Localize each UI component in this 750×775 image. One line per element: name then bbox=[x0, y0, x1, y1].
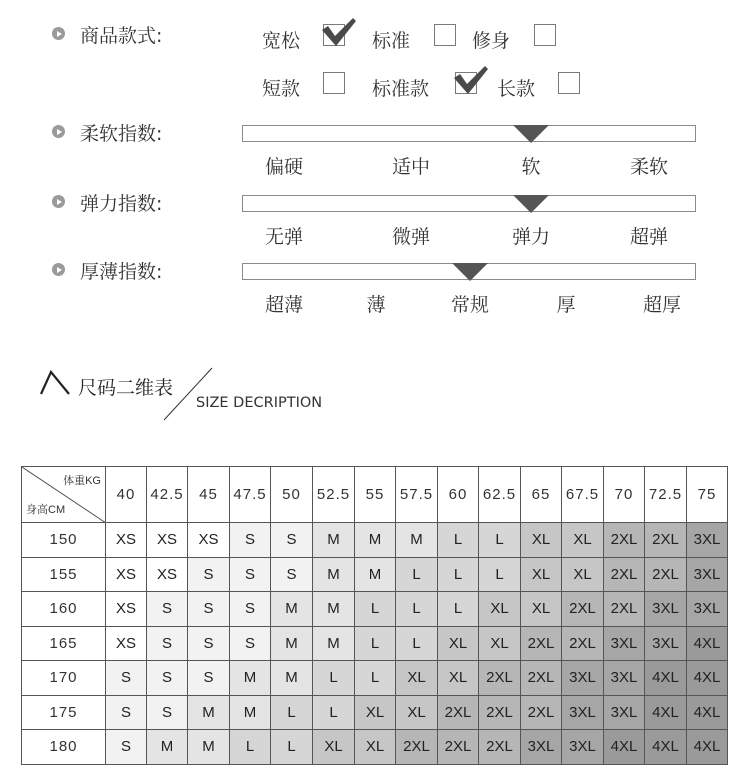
row-bullet-icon bbox=[52, 27, 65, 40]
weight-header-cell: 72.5 bbox=[645, 467, 687, 523]
lambda-mark-icon bbox=[38, 370, 72, 396]
size-cell: M bbox=[271, 661, 313, 696]
weight-header-cell: 45 bbox=[188, 467, 230, 523]
size-cell: XL bbox=[438, 661, 479, 696]
elasticity-marker bbox=[513, 195, 549, 213]
size-cell: L bbox=[230, 730, 271, 765]
size-cell: S bbox=[147, 592, 188, 627]
height-cell: 165 bbox=[22, 626, 106, 661]
table-row bbox=[22, 523, 728, 558]
size-cell: S bbox=[188, 661, 230, 696]
size-cell: 2XL bbox=[521, 626, 562, 661]
size-cell: S bbox=[147, 695, 188, 730]
size-cell: L bbox=[313, 695, 355, 730]
size-cell: 2XL bbox=[479, 695, 521, 730]
size-cell: M bbox=[230, 695, 271, 730]
size-cell: S bbox=[147, 661, 188, 696]
size-cell: 2XL bbox=[438, 695, 479, 730]
corner-height-label: 身高CM bbox=[26, 504, 66, 516]
size-cell: XL bbox=[562, 523, 604, 558]
size-cell: L bbox=[396, 557, 438, 592]
size-section-title-en: SIZE DECRIPTION bbox=[196, 395, 323, 411]
size-cell: S bbox=[230, 592, 271, 627]
size-cell: 2XL bbox=[604, 592, 645, 627]
weight-header-cell: 62.5 bbox=[479, 467, 521, 523]
softness-scale-label: 柔软 bbox=[629, 156, 669, 178]
size-cell: L bbox=[438, 523, 479, 558]
style-option-checkbox[interactable] bbox=[323, 72, 345, 94]
height-cell: 150 bbox=[22, 523, 106, 558]
size-cell: 2XL bbox=[604, 557, 645, 592]
table-row bbox=[22, 557, 728, 592]
softness-scale-label: 适中 bbox=[391, 156, 431, 178]
size-cell: S bbox=[230, 523, 271, 558]
size-cell: XS bbox=[106, 523, 147, 558]
size-cell: S bbox=[147, 626, 188, 661]
weight-header-cell: 65 bbox=[521, 467, 562, 523]
size-cell: XL bbox=[521, 592, 562, 627]
size-cell: S bbox=[106, 695, 147, 730]
size-cell: 2XL bbox=[562, 592, 604, 627]
checkmark-icon bbox=[320, 16, 358, 50]
style-label: 商品款式: bbox=[80, 25, 163, 47]
size-cell: M bbox=[355, 557, 396, 592]
thickness-scale-label: 超薄 bbox=[264, 294, 304, 316]
size-cell: 4XL bbox=[604, 730, 645, 765]
size-table bbox=[21, 466, 728, 765]
size-cell: 3XL bbox=[687, 592, 728, 627]
weight-header-cell: 60 bbox=[438, 467, 479, 523]
style-option-label: 宽松 bbox=[262, 30, 301, 52]
softness-bar bbox=[242, 125, 696, 142]
elasticity-scale-label: 无弹 bbox=[264, 226, 304, 248]
style-option-checkbox[interactable] bbox=[434, 24, 456, 46]
checkmark-icon bbox=[452, 64, 490, 98]
size-cell: M bbox=[313, 523, 355, 558]
size-cell: 4XL bbox=[687, 730, 728, 765]
weight-header-cell: 52.5 bbox=[313, 467, 355, 523]
table-row bbox=[22, 592, 728, 627]
row-bullet-icon bbox=[52, 263, 65, 276]
weight-header-cell: 40 bbox=[106, 467, 147, 523]
size-cell: S bbox=[106, 730, 147, 765]
size-cell: 2XL bbox=[479, 661, 521, 696]
size-cell: 4XL bbox=[687, 695, 728, 730]
size-cell: XS bbox=[147, 557, 188, 592]
size-cell: M bbox=[313, 626, 355, 661]
size-cell: M bbox=[271, 626, 313, 661]
size-cell: 2XL bbox=[396, 730, 438, 765]
size-cell: 4XL bbox=[645, 730, 687, 765]
size-cell: 3XL bbox=[687, 557, 728, 592]
size-cell: XL bbox=[438, 626, 479, 661]
size-cell: S bbox=[188, 592, 230, 627]
size-cell: L bbox=[271, 695, 313, 730]
row-bullet-icon bbox=[52, 195, 65, 208]
weight-header-cell: 47.5 bbox=[230, 467, 271, 523]
size-cell: S bbox=[230, 557, 271, 592]
size-cell: L bbox=[479, 557, 521, 592]
size-cell: 3XL bbox=[645, 626, 687, 661]
size-cell: S bbox=[230, 626, 271, 661]
size-cell: M bbox=[355, 523, 396, 558]
weight-header-cell: 42.5 bbox=[147, 467, 188, 523]
height-cell: 160 bbox=[22, 592, 106, 627]
size-cell: XL bbox=[396, 695, 438, 730]
weight-header-cell: 67.5 bbox=[562, 467, 604, 523]
size-cell: S bbox=[271, 523, 313, 558]
style-option-label: 标准款 bbox=[372, 78, 430, 100]
table-row bbox=[22, 661, 728, 696]
size-cell: 3XL bbox=[645, 592, 687, 627]
size-cell: 2XL bbox=[645, 523, 687, 558]
size-cell: L bbox=[396, 626, 438, 661]
size-cell: 3XL bbox=[562, 661, 604, 696]
table-row bbox=[22, 695, 728, 730]
size-cell: L bbox=[479, 523, 521, 558]
softness-marker bbox=[513, 125, 549, 143]
size-cell: XS bbox=[106, 557, 147, 592]
style-option-label: 标准 bbox=[372, 30, 411, 52]
size-cell: XS bbox=[188, 523, 230, 558]
elasticity-label: 弹力指数: bbox=[80, 193, 163, 215]
size-cell: S bbox=[188, 626, 230, 661]
weight-header-row bbox=[22, 467, 728, 523]
size-cell: XL bbox=[521, 557, 562, 592]
size-cell: 3XL bbox=[521, 730, 562, 765]
size-cell: M bbox=[147, 730, 188, 765]
thickness-scale-label: 常规 bbox=[450, 294, 490, 316]
size-section-title-cn: 尺码二维表 bbox=[78, 377, 174, 399]
corner-weight-label: 体重KG bbox=[63, 475, 101, 487]
size-cell: 2XL bbox=[479, 730, 521, 765]
size-cell: XL bbox=[396, 661, 438, 696]
weight-header-cell: 75 bbox=[687, 467, 728, 523]
style-option-checkbox[interactable] bbox=[534, 24, 556, 46]
size-cell: M bbox=[230, 661, 271, 696]
size-cell: L bbox=[355, 592, 396, 627]
size-cell: L bbox=[396, 592, 438, 627]
size-cell: M bbox=[188, 695, 230, 730]
weight-header-cell: 50 bbox=[271, 467, 313, 523]
size-cell: 3XL bbox=[562, 730, 604, 765]
style-option-checkbox[interactable] bbox=[558, 72, 580, 94]
size-cell: 3XL bbox=[604, 661, 645, 696]
weight-header-cell: 57.5 bbox=[396, 467, 438, 523]
table-row bbox=[22, 730, 728, 765]
size-cell: 2XL bbox=[645, 557, 687, 592]
style-option-label: 长款 bbox=[497, 78, 536, 100]
size-cell: L bbox=[355, 661, 396, 696]
slash-divider bbox=[162, 366, 214, 422]
size-cell: M bbox=[271, 592, 313, 627]
thickness-scale-label: 超厚 bbox=[642, 294, 682, 316]
size-cell: L bbox=[313, 661, 355, 696]
size-cell: 2XL bbox=[604, 523, 645, 558]
style-option-label: 短款 bbox=[262, 78, 301, 100]
size-cell: 3XL bbox=[604, 626, 645, 661]
height-cell: 180 bbox=[22, 730, 106, 765]
thickness-scale-label: 厚 bbox=[556, 294, 576, 316]
size-section-header bbox=[38, 364, 338, 424]
elasticity-scale-label: 超弹 bbox=[629, 226, 669, 248]
size-cell: XL bbox=[313, 730, 355, 765]
size-cell: L bbox=[271, 730, 313, 765]
style-option-label: 修身 bbox=[472, 30, 511, 52]
size-cell: 2XL bbox=[438, 730, 479, 765]
thickness-scale-label: 薄 bbox=[366, 294, 386, 316]
size-cell: 3XL bbox=[604, 695, 645, 730]
elasticity-bar bbox=[242, 195, 696, 212]
thickness-label: 厚薄指数: bbox=[80, 261, 163, 283]
size-cell: XS bbox=[106, 626, 147, 661]
softness-scale-label: 软 bbox=[521, 156, 541, 178]
row-bullet-icon bbox=[52, 125, 65, 138]
size-cell: 3XL bbox=[687, 523, 728, 558]
size-cell: L bbox=[355, 626, 396, 661]
size-cell: 4XL bbox=[687, 661, 728, 696]
size-cell: 2XL bbox=[521, 695, 562, 730]
size-cell: L bbox=[438, 592, 479, 627]
size-cell: 4XL bbox=[687, 626, 728, 661]
table-corner bbox=[22, 467, 106, 523]
height-cell: 175 bbox=[22, 695, 106, 730]
size-cell: S bbox=[188, 557, 230, 592]
size-cell: S bbox=[271, 557, 313, 592]
size-cell: S bbox=[106, 661, 147, 696]
weight-header-cell: 70 bbox=[604, 467, 645, 523]
weight-header-cell: 55 bbox=[355, 467, 396, 523]
size-cell: XL bbox=[562, 557, 604, 592]
elasticity-scale-label: 弹力 bbox=[511, 226, 551, 248]
size-cell: L bbox=[438, 557, 479, 592]
size-cell: XL bbox=[479, 592, 521, 627]
size-cell: M bbox=[313, 557, 355, 592]
table-row bbox=[22, 626, 728, 661]
size-cell: M bbox=[188, 730, 230, 765]
size-cell: 2XL bbox=[562, 626, 604, 661]
size-cell: M bbox=[396, 523, 438, 558]
size-cell: 4XL bbox=[645, 695, 687, 730]
size-cell: XS bbox=[106, 592, 147, 627]
size-cell: XL bbox=[479, 626, 521, 661]
size-cell: XL bbox=[355, 730, 396, 765]
softness-label: 柔软指数: bbox=[80, 123, 163, 145]
size-cell: XL bbox=[521, 523, 562, 558]
height-cell: 155 bbox=[22, 557, 106, 592]
size-cell: 3XL bbox=[562, 695, 604, 730]
elasticity-scale-label: 微弹 bbox=[391, 226, 431, 248]
size-cell: 2XL bbox=[521, 661, 562, 696]
size-cell: XL bbox=[355, 695, 396, 730]
size-cell: M bbox=[313, 592, 355, 627]
size-cell: 4XL bbox=[645, 661, 687, 696]
softness-scale-label: 偏硬 bbox=[264, 156, 304, 178]
size-cell: XS bbox=[147, 523, 188, 558]
height-cell: 170 bbox=[22, 661, 106, 696]
thickness-marker bbox=[452, 263, 488, 281]
